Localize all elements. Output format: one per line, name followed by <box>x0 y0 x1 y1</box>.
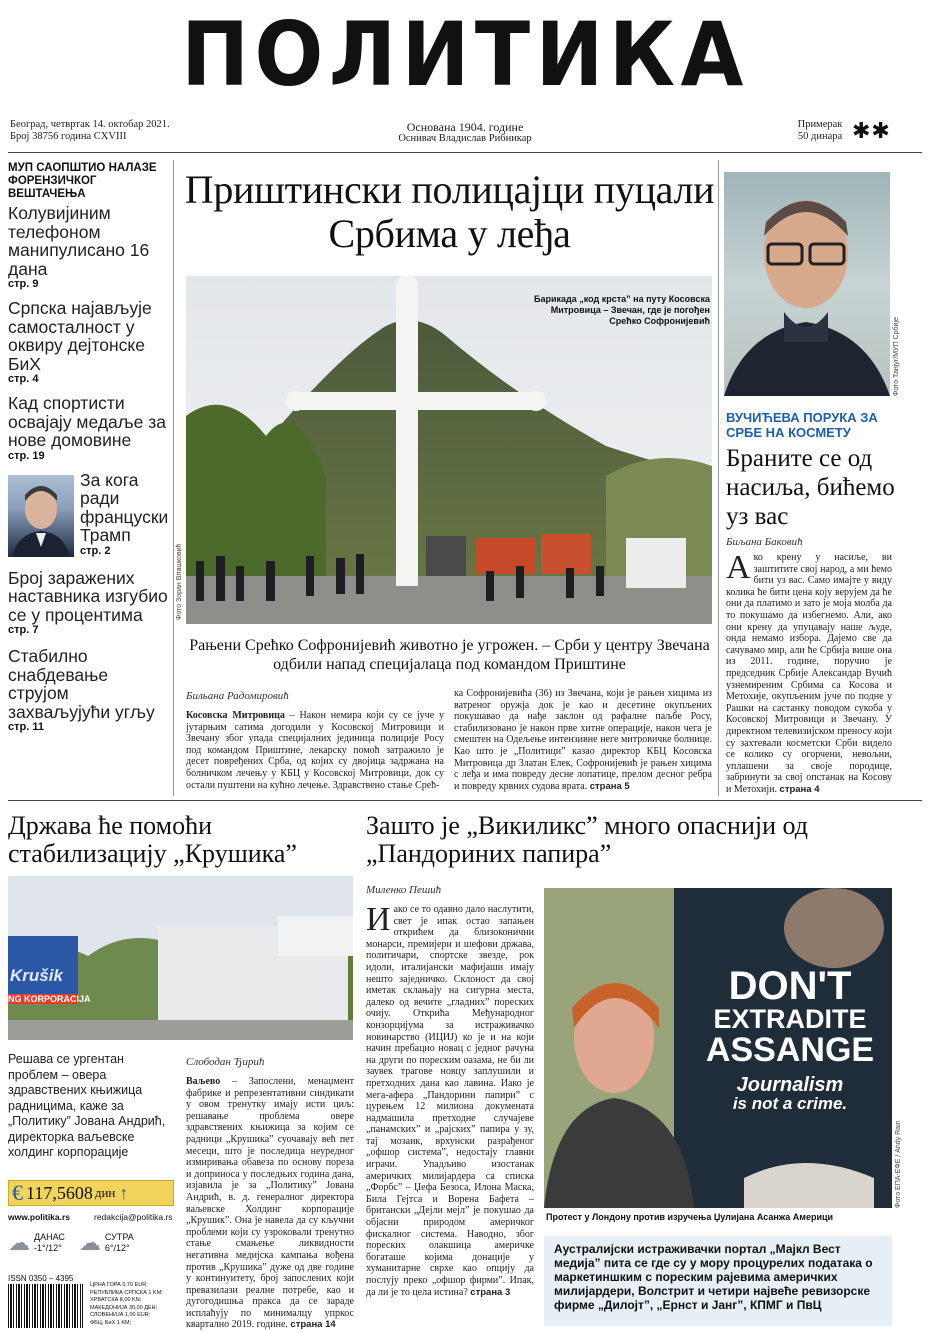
krusik-sign-sub: NG KORPORACIJA <box>8 994 91 1004</box>
vucic-kicker: ВУЧИЋЕВА ПОРУКА ЗА СРБЕ НА КОСМЕТУ <box>726 410 878 440</box>
lead-byline: Бильана Радомировић <box>186 690 289 702</box>
krusik-deck: Решава се ургентан проблем – овера здравствених књижица радницима, каже за „Политику” Јована Андрић, директорка ваљевске холдинг корпорације <box>8 1052 166 1159</box>
issue-date: Београд, четвртак 14. октобар 2021. Број 38756 година CXVIII <box>10 119 170 142</box>
price-info: Примерак 50 динара <box>797 119 843 142</box>
vucic-photo-credit: Фото Танјуг/МУП Србије <box>893 317 900 396</box>
factory-photo <box>8 876 353 1040</box>
sidebar-item[interactable]: Кад спортисти освајају медаље за нове домовине стр. 19 <box>8 393 166 462</box>
lead-headline[interactable]: Приштински полицајци пуцали Србима у леђа <box>184 167 715 256</box>
wikileaks-body: Иако се то одавно дало наслутити, свет је ипак остао запањен открићем да близоконични монарси, премијери и шефови држава, политичари, спортске звезде, рок идоли, италијански мафијаши имају нешто заједничко. Склоност да свој иметак склањају на сигурна места, далеко од вечите „гладних” пореских очију. Открића Међународног конзорцијума за истраживачко новинарство (ИЦИЈ) ко је и на који начин пребацио новац с једног рачуна на други по пореским оазама, не би ли заувек трагове новцу заплушили и претходних дана као лавина. Иако је мега-афера „Пандорини папири” с цурењем 12 милиона докумената надмашила претходне случајеве „панамских” и „рајских” папира у зу, тај мозаик, врхунски разрађеног „офшор система”, недостају главни играчи. Упадљиво изостанак америчких милијардера са списка „Форбс” – Џефа Безоса, Илона Маска, Била Гејтса и Ворена Бафета – британски „Дејли мејл” је покушао да објасни природом америчког фискалног система. Наводно, због пореских олакшица америчке богаташе којима донације у хуманитарне сврхе као опцију да послују преко „офшор фирми”. Ипак, да ли је то цела истина? страна 3 <box>366 904 534 1298</box>
weather: ☁ ДАНАС -1°/12° ☁ СУТРА 6°/12° <box>8 1230 134 1255</box>
krusik-headline[interactable]: Држава ће помоћи стабилизацију „Крушика” <box>8 811 297 868</box>
assange-teaser[interactable]: Аустралијски истраживачки портал „Мајкл Вест медија” пита се где су у мору процурелих података о маркетиншким с пореским рајевима америчких милијардери, Волстрит и четири највеће ревизорске фирме „Дилојт”, „Ернст и Јанг”, КПМГ и ПвЦ <box>544 1236 892 1326</box>
krusik-byline: Слободан Ђирић <box>186 1056 265 1068</box>
lead-body-col2: ка Софронијевића (36) из Звечана, који је рањен хицима из ватреног оружја док је као и десетине окупљених покушавао да нађе заклон од рафалне паљбе Росу, стабилизовано је након прве хитне операције, након чега је смештен на Одељење интензивне неге митровичке болнице. Као што је „Политици” казао директор КБЦ Косовска Митровица др Златан Елек, Софронијевић је рањен хицима с леђа и има повреду десне лопатице, прелом десног ребра и повреду крвних судова врата. страна 5 <box>454 688 712 792</box>
site-link[interactable]: www.politika.rs <box>8 1212 71 1222</box>
zemmour-photo <box>8 475 74 557</box>
portrait-icon <box>724 172 890 396</box>
assange-photo-credit: Фото ЕПА-ЕФЕ / Andy Rain <box>895 1120 902 1208</box>
sidebar-item[interactable]: Стабилно снабдевање струјом захваљујући угљу стр. 11 <box>8 646 155 733</box>
krusik-photo <box>8 876 353 1040</box>
sidebar-item[interactable]: Српска најављује самосталност у оквиру дејтонске БиХ стр. 4 <box>8 298 152 385</box>
cloud-icon: ☁ <box>78 1230 101 1255</box>
founded-info: Основана 1904. године Оснивач Владислав Рибникар <box>398 120 532 144</box>
protest-banner: DON'T EXTRADITE ASSANGE Journalism is not a crime. <box>705 964 875 1113</box>
barcode <box>8 1284 83 1328</box>
cloud-icon: ☁ <box>8 1230 30 1255</box>
email-link[interactable]: redakcija@politika.rs <box>94 1212 173 1222</box>
wikileaks-byline: Миленко Пешић <box>366 884 442 896</box>
exchange-rate-box: € 117,5608 дин ↑ <box>8 1180 174 1206</box>
foreign-prices: ЦРНА ГОРА 0,70 EUR; РЕПУБЛИКА СРПСКА 1 KM; ХРВАТСКА 8,00 KN; МАКЕДОНИЈА 30,00 ДЕН; СЛОВЕНИЈА 1,00 EUR; ФБЦ, БиХ 1 KM; <box>90 1282 163 1326</box>
vucic-photo <box>724 172 890 396</box>
arrow-up-icon: ↑ <box>119 1182 129 1203</box>
lead-photo-credit: Фото Зоран Влашковић <box>176 543 183 620</box>
lead-photo-caption: Барикада „код крста” на путу Косовска Митровица – Звечан, где је погођен Срећко Софронијевић <box>534 294 710 326</box>
cross-barricade-photo <box>186 276 712 624</box>
krusik-body: Ваљево – Запослени, менаџмент фабрике и репрезентативни синдикати у овом тренутку имају исти циљ: решавање проблема овере здравствених књижица за којим се радници „Крушика” суочавају већ пет месеци, што је последица неуредног измиривања обавеза по основу пореза и доприноса у последњих година дана, изјавила је за „Политику” Јована Андрић, в. д. генералног директора ваљевске Холдинг корпорације „Крушик”. Она је навела да су кључни проблеми који су узроковали тренутно стање смањење ликвидности негативна медијска кампања вођена против „Крушика” дуже од две године у континуитету, број запослених који превазилази реалне потребе, као и дугогодишња пракса да се зараде исплаћују по минималцу упркос квартално 2019. године. страна 14 <box>186 1076 354 1331</box>
lead-photo <box>186 276 712 624</box>
stars-mark: ✱✱ <box>852 119 891 144</box>
lead-deck: Рањени Срећко Софронијевић животно је угрожен. – Срби у центру Звечана одбили напад специјалаца под командом Приштине <box>189 637 710 673</box>
euro-icon: € <box>12 1180 23 1205</box>
krusik-sign: Krušik <box>10 966 63 985</box>
lead-body-col1: Косовска Митровица – Након немира који су се јуче у јутарњим сатима догодили у Косовској Митровици и Звечану због упада специјалних јединица полиције Росу под командом Приштине, лекарску помоћ затражило је десет повређених Срба, од којих су двојица задржана на болничком лечењу у КБЦ у Косовској Митровици, док су остали пуштени на кућно лечење. Здравствено стање Срећ- <box>186 710 444 791</box>
portrait-icon <box>8 475 74 557</box>
vucic-body: Ако крену у насиље, ви заштитите свој народ, а ми ћемо бити уз вас. Само имајте у виду колика ће бити цена коју верујем да ће они да платимо и зато је моја молба да то покушамо да избегнемо. Али, ако они крену да упуцавају наше људе, онда немамо избора. Дајемо све да сачувамо мир, али ће Србија више она из 2011. године, поручио је председник Србије Александар Вучић узнемиреним Србима са Косова и Метохије, окупљеним јуче по подне у Рашки на састанку поводом сукоба у Косовској Митровици и Звечану. У директном телевизијском преносу који су захтевали косметски Срби видело се колико су огорчени, невољни, уплашени за своје породице, забринути за свој опстанак на Косову и Метохији. страна 4 <box>726 549 892 795</box>
vucic-byline: Биљана Баковић <box>726 536 803 548</box>
vucic-headline[interactable]: Браните се од насиља, бићемо уз вас <box>726 445 895 530</box>
sidebar <box>8 162 168 734</box>
sidebar-item[interactable]: Број заражених наставника изгубио се у процентима стр. 7 <box>8 567 168 636</box>
assange-caption: Протест у Лондону против изручења Џулијана Асанжа Америци <box>546 1212 834 1222</box>
wikileaks-headline[interactable]: Зашто је „Викиликс” много опаснији од „Пандориних папира” <box>366 811 808 868</box>
sidebar-item[interactable]: За кога ради француски Трамп стр. 2 <box>8 471 168 561</box>
sidebar-item[interactable]: МУП САОПШТИО НАЛАЗЕ ФОРЕНЗИЧКОГ ВЕШТАЧЕЊА Колувијиним телефоном манипулисано 16 дана стр. 9 <box>8 162 157 290</box>
issn: ISSN 0350 – 4395 <box>8 1274 74 1283</box>
masthead-title: ПОЛИТИКА <box>181 3 749 106</box>
